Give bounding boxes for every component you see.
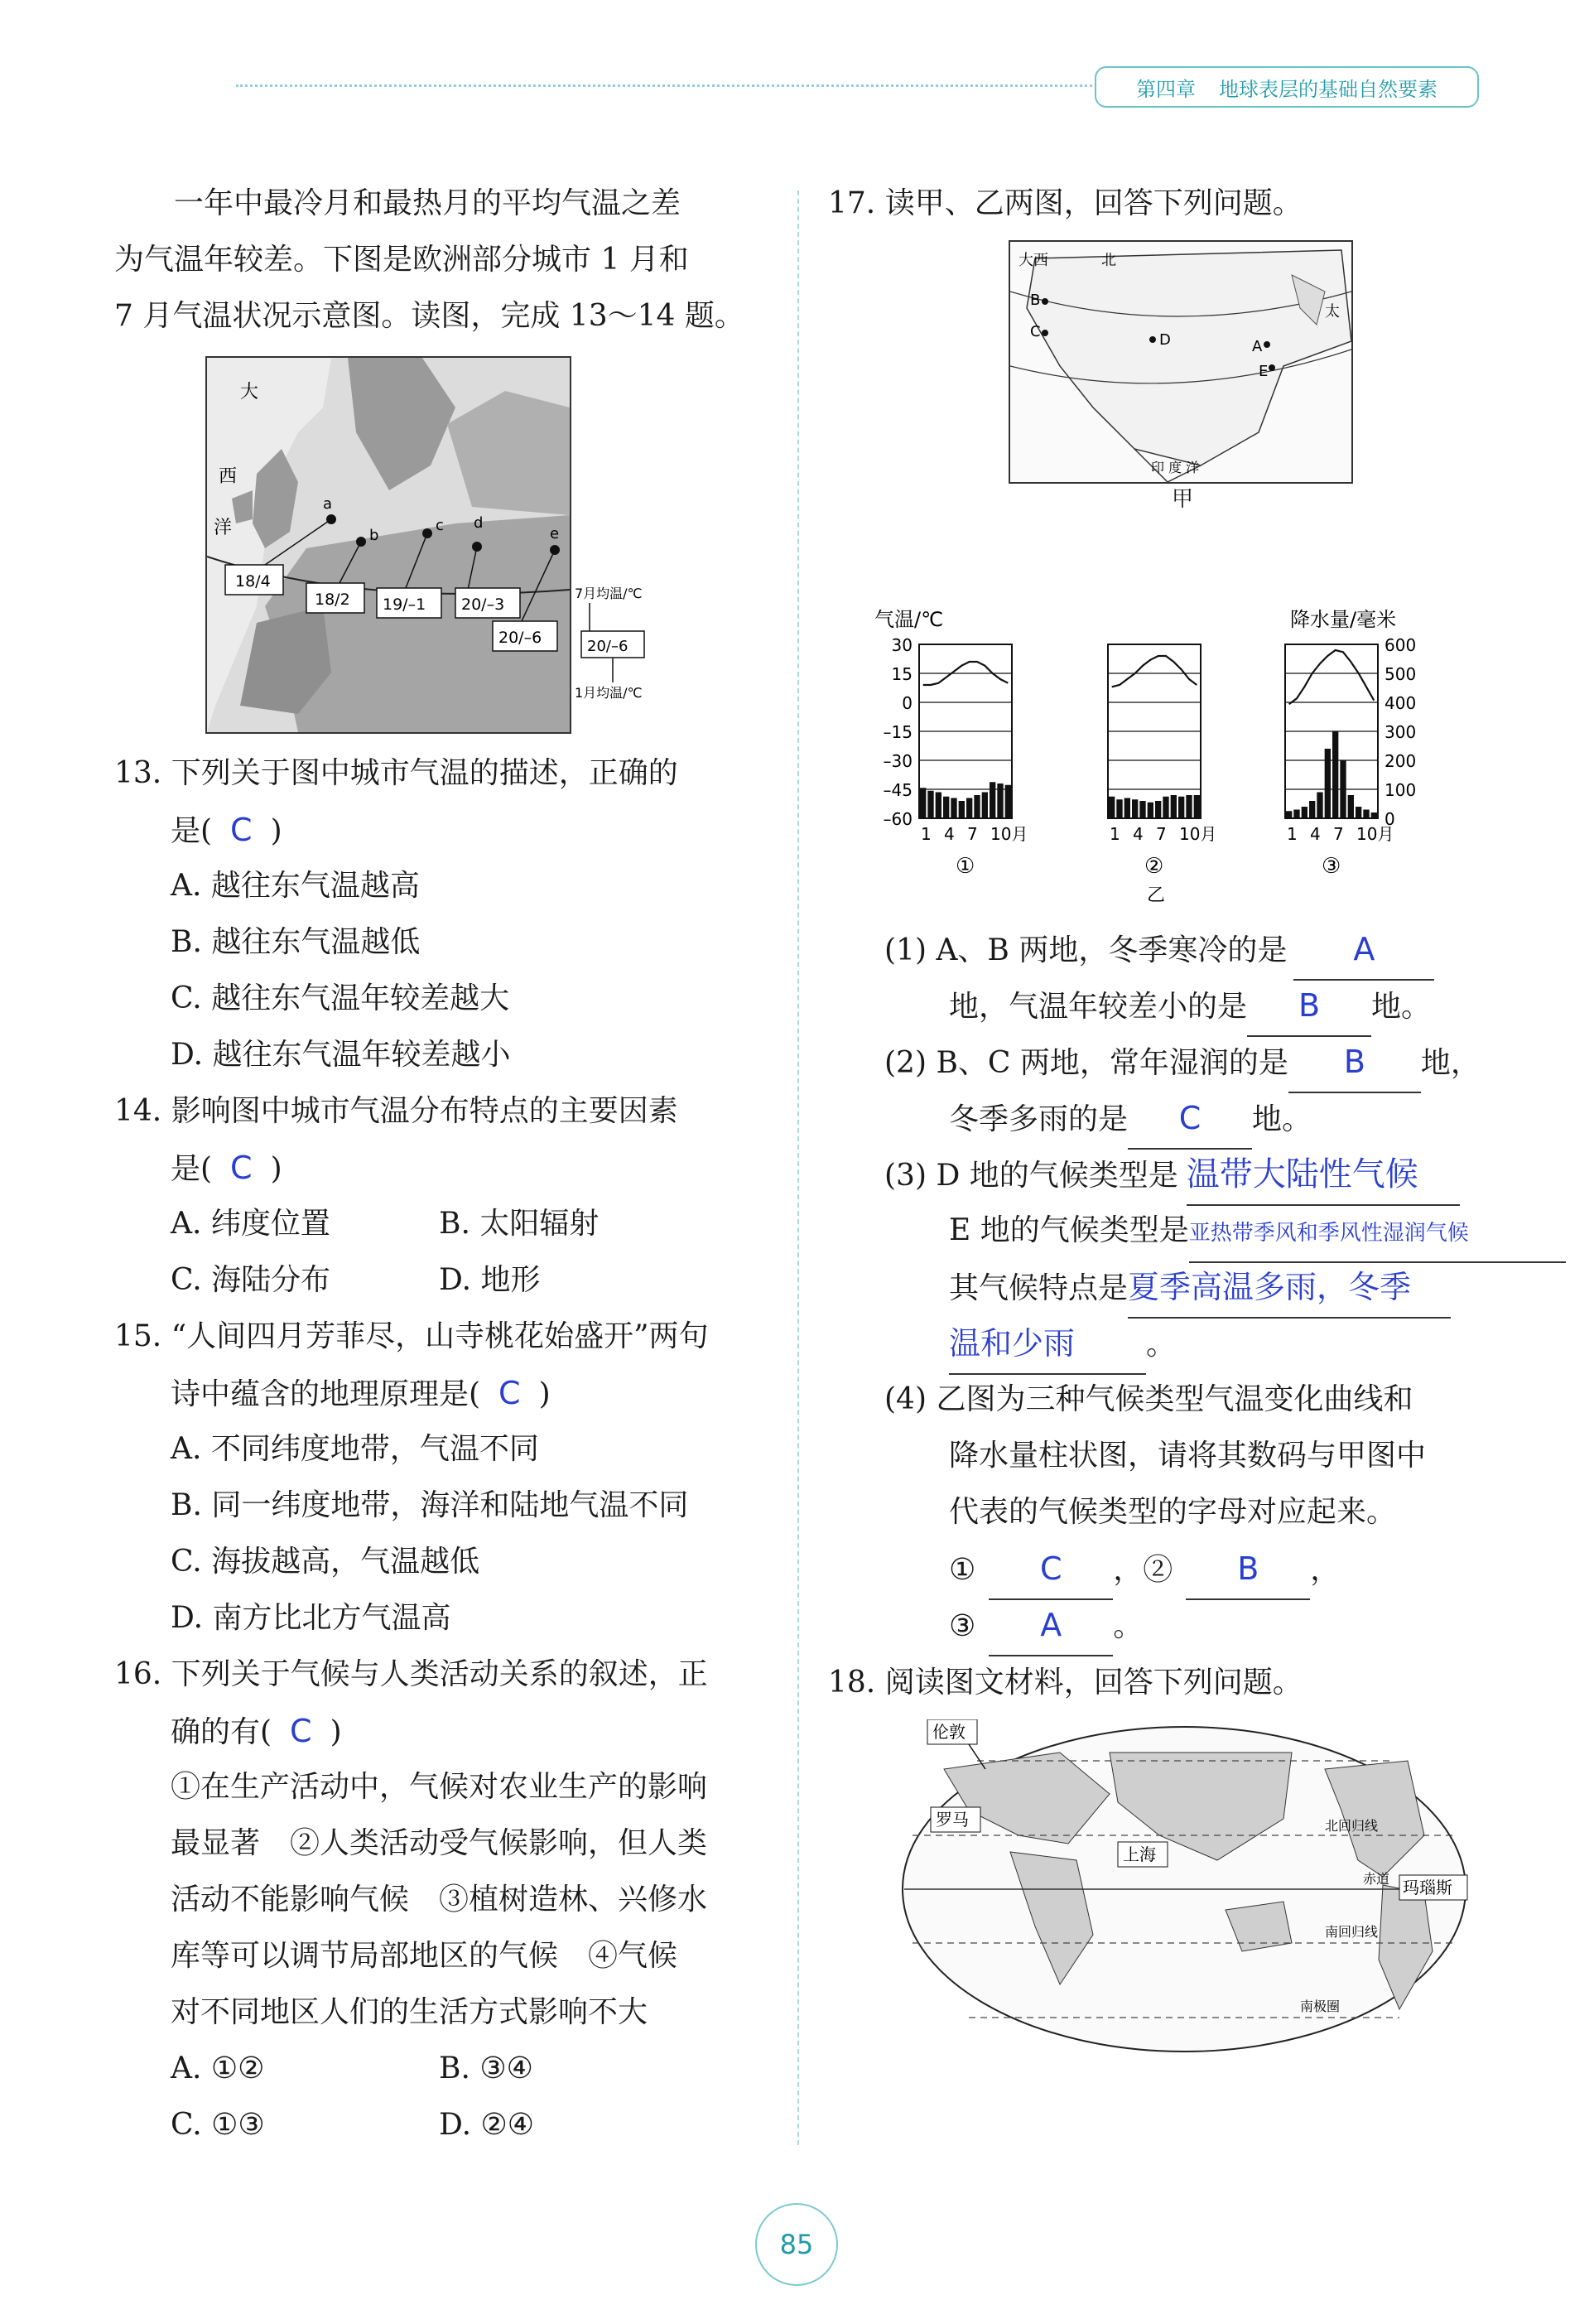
q13-stem-1: 13. 下列关于图中城市气温的描述，正确的 bbox=[114, 756, 678, 790]
q17-sub3-answer-c2: 温和少雨 bbox=[949, 1325, 1076, 1362]
q17-sub4-answer-2: B bbox=[1237, 1550, 1259, 1587]
q15-option-d: D. 南方比北方气温高 bbox=[171, 1601, 451, 1635]
q17-title: 17. 读甲、乙两图，回答下列问题。 bbox=[828, 186, 1303, 220]
asia-label-north: 北 bbox=[1101, 252, 1116, 269]
sea-label-2: 西 bbox=[219, 466, 238, 487]
x-tick-label: 4 bbox=[944, 824, 955, 844]
q13-close: ) bbox=[270, 814, 282, 848]
world-map bbox=[894, 1719, 1474, 2059]
q17-sub3-line1 bbox=[884, 1146, 1460, 1206]
city-box-c: 19/–1 bbox=[383, 595, 426, 614]
q13-option-a: A. 越往东气温越高 bbox=[171, 869, 420, 903]
x-tick-label: 10月 bbox=[990, 824, 1028, 844]
q18-title: 18. 阅读图文材料，回答下列问题。 bbox=[828, 1666, 1303, 1700]
panel-label: ① bbox=[956, 854, 975, 879]
asia-point-a: A bbox=[1252, 338, 1263, 355]
precip-bar bbox=[1139, 801, 1145, 818]
map-legend bbox=[573, 580, 672, 704]
left-tick-label: 15 bbox=[891, 664, 913, 684]
precip-bar bbox=[1171, 795, 1177, 818]
city-label-manaus: 玛瑙斯 bbox=[1403, 1878, 1452, 1897]
q17-sub4-sep: ， bbox=[1310, 1553, 1341, 1587]
precip-bar bbox=[1325, 749, 1331, 818]
asia-point-b: B bbox=[1030, 292, 1041, 309]
right-tick-label: 200 bbox=[1385, 751, 1417, 771]
q17-sub3-prompt-a: (3) D 地的气候类型是 bbox=[884, 1159, 1178, 1193]
x-tick-label: 4 bbox=[1310, 824, 1321, 844]
point-label-c: c bbox=[436, 517, 444, 534]
q15-close: ) bbox=[538, 1377, 551, 1411]
q14-close: ) bbox=[270, 1152, 282, 1186]
q15-option-b: B. 同一纬度地带，海洋和陆地气温不同 bbox=[171, 1488, 689, 1522]
precip-bar bbox=[1194, 795, 1200, 818]
q17-sub2-answer-a: B bbox=[1343, 1044, 1365, 1080]
precip-bar bbox=[997, 784, 1003, 818]
right-tick-label: 300 bbox=[1385, 722, 1417, 742]
q14-option-b: B. 太阳辐射 bbox=[439, 1207, 600, 1241]
precip-bar bbox=[1163, 797, 1168, 818]
chapter-title: 地球表层的基础自然要素 bbox=[1219, 77, 1437, 101]
q15-answer: C bbox=[498, 1375, 521, 1411]
q17-sub2-end-a: 地， bbox=[1420, 1046, 1481, 1080]
q17-sub3-answer-b: 亚热带季风和季风性湿润气候 bbox=[1188, 1221, 1469, 1246]
left-tick-label: 0 bbox=[902, 693, 913, 713]
q17-sub4-end: 。 bbox=[1113, 1609, 1144, 1643]
page-number: 85 bbox=[755, 2203, 838, 2286]
point-label-e: e bbox=[550, 525, 560, 542]
precip-bar bbox=[1148, 803, 1153, 818]
q16-body-3: 活动不能影响气候 ③植树造林、兴修水 bbox=[171, 1883, 708, 1917]
q17-sub4-label-1: ① bbox=[949, 1553, 976, 1587]
city-box-b: 18/2 bbox=[315, 591, 350, 609]
precip-bar bbox=[1348, 795, 1354, 818]
q17-sub4-line5 bbox=[949, 1597, 1143, 1656]
climate-charts bbox=[861, 596, 1441, 928]
q16-body-1: ①在生产活动中，气候对农业生产的影响 bbox=[171, 1770, 708, 1804]
x-tick-label: 10月 bbox=[1356, 824, 1394, 844]
x-tick-label: 1 bbox=[1110, 824, 1120, 844]
right-tick-label: 500 bbox=[1385, 664, 1417, 684]
x-tick-label: 7 bbox=[1156, 824, 1167, 844]
x-tick-label: 7 bbox=[1333, 824, 1344, 844]
q15-option-a: A. 不同纬度地带，气温不同 bbox=[171, 1432, 539, 1466]
right-tick-label: 400 bbox=[1385, 693, 1417, 713]
q13-option-b: B. 越往东气温越低 bbox=[171, 925, 421, 959]
climate-chart-svg bbox=[861, 596, 1441, 928]
q17-sub3-prompt-b: E 地的气候类型是 bbox=[949, 1213, 1189, 1247]
q17-sub4-label-3: ③ bbox=[949, 1609, 976, 1643]
q17-sub4-label-2: ，② bbox=[1113, 1553, 1173, 1587]
precip-bar bbox=[1005, 785, 1011, 818]
q17-sub2-line2 bbox=[949, 1090, 1312, 1150]
intro-line-3: 7 月气温状况示意图。读图，完成 13～14 题。 bbox=[114, 299, 744, 333]
x-tick-label: 10月 bbox=[1179, 824, 1217, 844]
precip-bar bbox=[1155, 801, 1161, 818]
q16-stem-1: 16. 下列关于气候与人类活动关系的叙述，正 bbox=[114, 1657, 708, 1691]
intro-line-2: 为气温年较差。下图是欧洲部分城市 1 月和 bbox=[114, 243, 689, 277]
left-tick-label: –15 bbox=[883, 722, 913, 742]
precip-bar bbox=[1356, 807, 1361, 818]
q17-sub4-line2: 降水量柱状图，请将其数码与甲图中 bbox=[949, 1439, 1427, 1473]
q16-answer: C bbox=[290, 1713, 312, 1749]
panel-label: ③ bbox=[1322, 854, 1341, 879]
precip-bar bbox=[951, 798, 956, 819]
q16-close: ) bbox=[330, 1715, 342, 1749]
q17-sub1-prompt: (1) A、B 两地，冬季寒冷的是 bbox=[884, 933, 1288, 967]
precip-bar bbox=[1371, 812, 1377, 818]
city-label-london: 伦敦 bbox=[932, 1722, 966, 1742]
q17-sub2-prompt-b: 冬季多雨的是 bbox=[949, 1102, 1129, 1136]
q14-stem-2 bbox=[171, 1140, 282, 1198]
precip-bar bbox=[990, 782, 995, 818]
x-tick-label: 7 bbox=[967, 824, 978, 844]
precip-bar bbox=[1132, 799, 1138, 818]
left-tick-label: 30 bbox=[891, 635, 913, 655]
q14-option-d: D. 地形 bbox=[439, 1263, 541, 1297]
asia-point-d: D bbox=[1159, 331, 1171, 349]
x-tick-label: 1 bbox=[921, 824, 932, 844]
q13-option-d: D. 越往东气温年较差越小 bbox=[171, 1038, 511, 1072]
precip-bar bbox=[1286, 811, 1292, 818]
legend-bottom-label: 1月均温/℃ bbox=[575, 685, 643, 701]
q15-stem-1: 15. “人间四月芳菲尽，山寺桃花始盛开”两句 bbox=[114, 1319, 709, 1353]
city-label-rome: 罗马 bbox=[936, 1810, 969, 1830]
q17-sub4-answer-1: C bbox=[1040, 1550, 1062, 1587]
q16-body-5: 对不同地区人们的生活方式影响不大 bbox=[171, 1995, 648, 2029]
legend-box: 20/–6 bbox=[587, 638, 628, 655]
q17-sub2-prompt: (2) B、C 两地，常年湿润的是 bbox=[884, 1046, 1288, 1080]
q16-prompt: 确的有( bbox=[171, 1715, 272, 1749]
q17-sub3-line4 bbox=[949, 1315, 1176, 1375]
q17-sub3-prompt-c: 其气候特点是 bbox=[949, 1271, 1129, 1305]
q17-sub1-answer-a: A bbox=[1353, 931, 1375, 967]
q17-sub4-line4 bbox=[949, 1540, 1340, 1600]
q15-option-c: C. 海拔越高，气温越低 bbox=[171, 1545, 480, 1579]
line-label-tropic-cancer: 北回归线 bbox=[1325, 1818, 1379, 1834]
q16-option-c: C. ①③ bbox=[171, 2108, 265, 2142]
q16-body-2: 最显著 ②人类活动受气候影响，但人类 bbox=[171, 1826, 708, 1860]
q14-option-a: A. 纬度位置 bbox=[171, 1207, 330, 1241]
chapter-header bbox=[1095, 66, 1479, 108]
city-box-a: 18/4 bbox=[235, 572, 271, 591]
header-rule bbox=[236, 84, 1097, 87]
intro-line-1: 一年中最冷月和最热月的平均气温之差 bbox=[174, 186, 681, 220]
left-tick-label: –30 bbox=[883, 751, 913, 771]
q14-stem-1: 14. 影响图中城市气温分布特点的主要因素 bbox=[114, 1094, 678, 1128]
precip-bar bbox=[1317, 793, 1322, 819]
q17-sub1-line2 bbox=[949, 977, 1431, 1037]
x-tick-label: 1 bbox=[1287, 824, 1298, 844]
precip-bar bbox=[936, 793, 941, 819]
column-divider bbox=[797, 190, 799, 2145]
precip-bar bbox=[943, 797, 949, 818]
q15-prompt: 诗中蕴含的地理原理是( bbox=[171, 1377, 481, 1411]
sea-label-3: 洋 bbox=[214, 518, 233, 538]
q14-answer: C bbox=[230, 1150, 253, 1186]
q17-sub1-prompt-b: 地，气温年较差小的是 bbox=[949, 990, 1248, 1024]
europe-map bbox=[205, 356, 571, 734]
precip-bar bbox=[1116, 799, 1122, 818]
right-tick-label: 100 bbox=[1385, 780, 1417, 800]
q16-body-4: 库等可以调节局部地区的气候 ④气候 bbox=[171, 1939, 678, 1973]
precip-bar bbox=[982, 793, 988, 819]
line-label-antarctic-circle: 南极圈 bbox=[1300, 1999, 1341, 2014]
left-tick-label: –60 bbox=[883, 809, 913, 829]
right-tick-label: 600 bbox=[1385, 635, 1417, 655]
q13-prompt: 是( bbox=[171, 814, 213, 848]
precip-bar bbox=[1293, 810, 1299, 819]
q17-sub3-answer-a: 温带大陆性气候 bbox=[1186, 1155, 1418, 1193]
city-label-shanghai: 上海 bbox=[1123, 1844, 1156, 1864]
q17-sub1-answer-b: B bbox=[1298, 987, 1321, 1024]
asia-point-c: C bbox=[1030, 323, 1041, 340]
asia-label-ocean-1: 大西 bbox=[1019, 252, 1048, 269]
q17-sub4-line1: (4) 乙图为三种气候类型气温变化曲线和 bbox=[884, 1382, 1413, 1416]
precip-bar bbox=[1309, 801, 1315, 818]
q14-option-c: C. 海陆分布 bbox=[171, 1263, 331, 1297]
x-tick-label: 4 bbox=[1133, 824, 1144, 844]
q16-option-a: A. ①② bbox=[171, 2052, 265, 2085]
chart-ylabel-right: 降水量/毫米 bbox=[1290, 608, 1397, 631]
point-label-d: d bbox=[474, 514, 484, 532]
precip-bar bbox=[1109, 797, 1115, 818]
precip-bar bbox=[1124, 798, 1130, 819]
precip-bar bbox=[1340, 760, 1346, 818]
city-box-d: 20/–3 bbox=[461, 595, 505, 614]
q17-sub4-line3: 代表的气候类型的字母对应起来。 bbox=[949, 1495, 1397, 1529]
chapter-number: 第四章 bbox=[1136, 77, 1196, 101]
city-box-e: 20/–6 bbox=[498, 629, 542, 647]
q13-option-c: C. 越往东气温年较差越大 bbox=[171, 981, 510, 1015]
q17-sub2-answer-b: C bbox=[1178, 1100, 1202, 1136]
asia-point-e: E bbox=[1259, 363, 1269, 380]
asia-label-indian-ocean: 印 度 洋 bbox=[1151, 460, 1200, 475]
line-label-tropic-capricorn: 南回归线 bbox=[1325, 1924, 1379, 1940]
line-label-equator: 赤道 bbox=[1363, 1871, 1390, 1887]
q15-stem-2 bbox=[171, 1365, 551, 1423]
sea-label-1: 大 bbox=[240, 382, 259, 403]
q17-sub2-line1 bbox=[884, 1034, 1481, 1093]
point-label-b: b bbox=[369, 527, 379, 544]
precip-bar bbox=[1302, 807, 1307, 818]
precip-bar bbox=[1186, 795, 1192, 818]
q17-sub3-line2 bbox=[949, 1203, 1566, 1263]
precip-bar bbox=[920, 788, 926, 818]
q13-answer: C bbox=[230, 812, 253, 848]
q17-sub3-answer-c1: 夏季高温多雨，冬季 bbox=[1128, 1269, 1412, 1305]
q16-stem-2 bbox=[171, 1703, 342, 1761]
asia-map bbox=[1009, 240, 1353, 484]
legend-top-label: 7月均温/℃ bbox=[575, 586, 643, 601]
precip-bar bbox=[1332, 731, 1338, 818]
right-tick-label: 0 bbox=[1385, 809, 1395, 829]
precip-bar bbox=[927, 791, 933, 818]
panel-label: ② bbox=[1144, 854, 1164, 879]
q17-sub1-end: 地。 bbox=[1371, 990, 1432, 1024]
chart-ylabel-left: 气温/℃ bbox=[874, 608, 944, 631]
q16-option-b: B. ③④ bbox=[439, 2052, 533, 2085]
q14-prompt: 是( bbox=[171, 1152, 213, 1186]
left-tick-label: –45 bbox=[883, 780, 913, 800]
precip-bar bbox=[1178, 797, 1184, 818]
q17-sub2-end-b: 地。 bbox=[1252, 1102, 1312, 1136]
chart-caption-yi: 乙 bbox=[1147, 885, 1166, 906]
q17-sub3-line3 bbox=[949, 1259, 1451, 1319]
q17-sub4-answer-3: A bbox=[1040, 1607, 1062, 1643]
precip-bar bbox=[959, 801, 965, 818]
point-label-a: a bbox=[323, 495, 333, 513]
q17-sub1-line1 bbox=[884, 921, 1434, 981]
precip-bar bbox=[966, 798, 972, 819]
precip-bar bbox=[974, 795, 980, 818]
precip-bar bbox=[1363, 810, 1369, 819]
q16-option-d: D. ②④ bbox=[439, 2108, 535, 2142]
q17-sub3-end: 。 bbox=[1146, 1328, 1177, 1362]
q13-stem-2 bbox=[171, 802, 282, 860]
map-caption-jia: 甲 bbox=[1172, 487, 1194, 512]
asia-label-pacific: 太 bbox=[1325, 303, 1340, 321]
